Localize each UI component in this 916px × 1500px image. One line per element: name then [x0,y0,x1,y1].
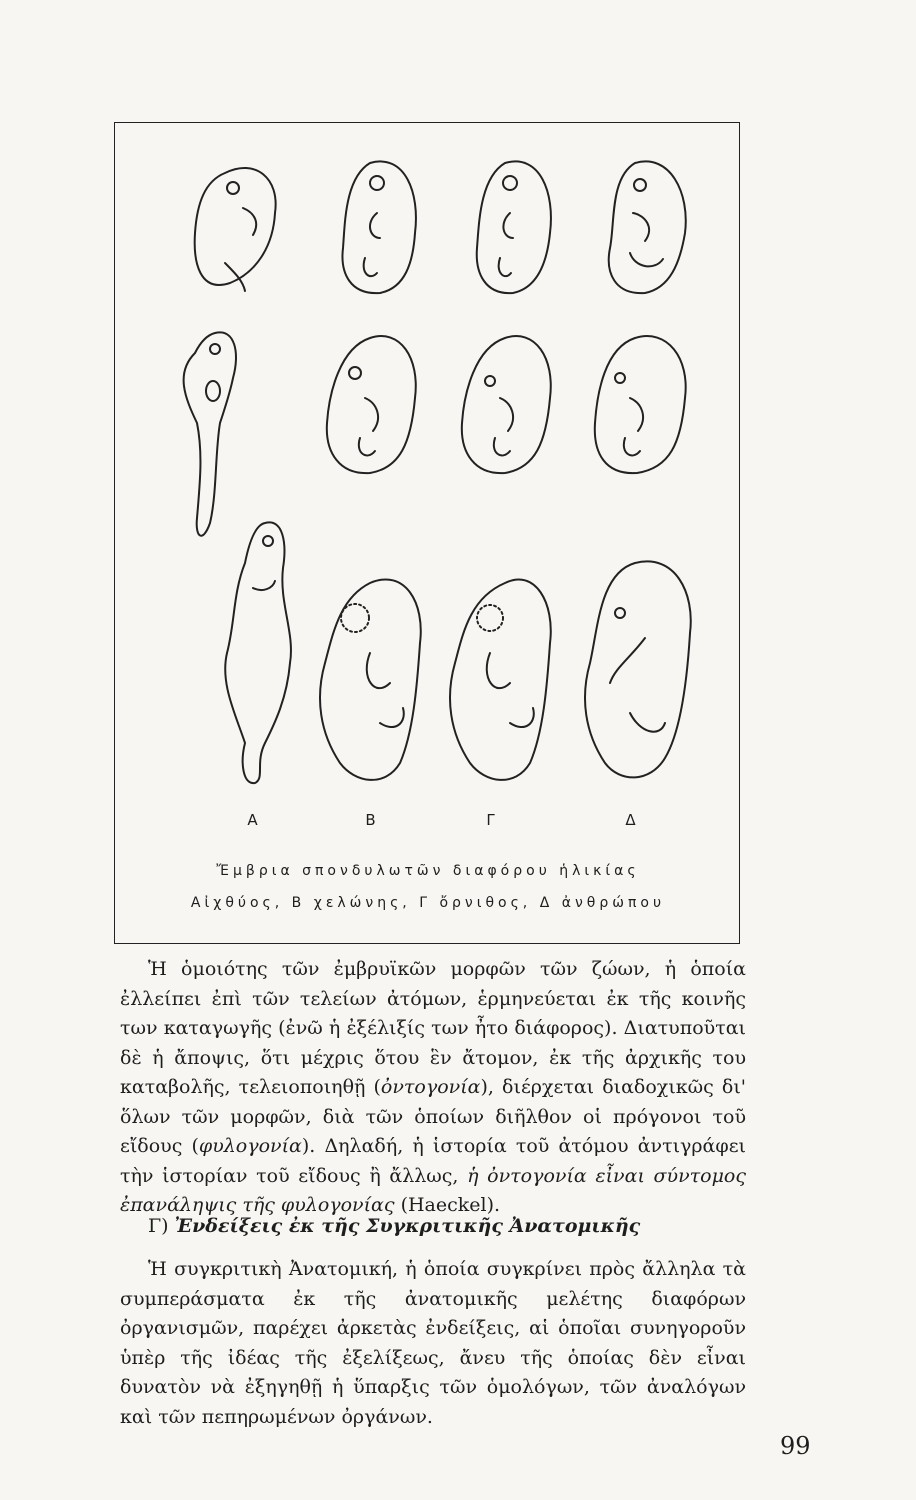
paragraph-text: ). Δηλαδή, ἡ ἱστορία τοῦ ἀτόμου ἀντιγράφει τὴν ἱστορίαν τοῦ εἴδους ἢ ἄλλως, [120,1135,746,1187]
term-ontogeny: ὀντογονία [380,1076,481,1098]
embryo-row-3 [225,522,691,783]
paragraph-comparative-anatomy [120,1255,746,1432]
section-title: Ἐνδείξεις ἐκ τῆς Συγκριτικῆς Ἀνατομικῆς [174,1215,641,1237]
paragraph-ontogeny [120,955,746,1221]
section-heading [120,1212,746,1240]
embryo-row-1 [195,161,686,293]
paragraph-text: (Haeckel). [394,1194,501,1216]
column-letter-a: Α [247,811,259,829]
column-letter-c: Γ [486,811,496,829]
column-letter-b: Β [365,811,377,829]
paragraph-text: Ἡ ὁμοιότης τῶν ἐμβρυϊκῶν μορφῶν τῶν ζώων, ἡ ὁποία ἐλλείπει ἐπὶ τῶν τελείων ἀτόμων, ἑρμηνεύεται ἐκ τῆς κοινῆς των καταγωγῆς (ἐνῶ ἡ ἐξέλιξίς των ἦτο διάφορος). Διατυποῦται δὲ ἡ ἄποψις, ὅτι μέχρις ὅτου ἓν ἄτομον, ἐκ τῆς ἀρχικῆς του καταβολῆς, τελειοποιηθῇ ( [120,958,746,1098]
embryo-row-2 [184,332,686,535]
column-letter-d: Δ [625,811,637,829]
term-phylogeny: φυλογονία [198,1135,302,1157]
paragraph-text: Ἡ συγκριτικὴ Ἀνατομική, ἡ ὁποία συγκρίνει πρὸς ἄλληλα τὰ συμπεράσματα ἐκ τῆς ἀνατομικῆς μελέτης διαφόρων ὀργανισμῶν, παρέχει ἀρκετὰς ἐνδείξεις, αἱ ὁποῖαι συνηγοροῦν ὑπὲρ τῆς ἰδέας τῆς ἐξελίξεως, ἄνευ τῆς ὁποίας δὲν εἶναι δυνατὸν νὰ ἐξηγηθῇ ἡ ὕπαρξις τῶν ὁμολόγων, τῶν ἀναλόγων καὶ τῶν πεπηρωμένων ὀργάνων. [120,1258,746,1428]
embryo-figure [114,122,740,944]
figure-caption-line-2: Αἰχθύος, Β χελώνης, Γ ὄρνιθος, Δ ἀνθρώπου [190,895,666,911]
paragraph-text: ), διέρχεται διαδοχικῶς δι' ὅλων τῶν μορφῶν, διὰ τῶν ὁποίων διῆλθον οἱ πρόγονοι τοῦ εἴδους ( [120,1076,746,1157]
haeckel-quote: ἡ ὀντογονία εἶναι σύντομος ἐπανάληψις τῆς φυλογονίας [120,1164,747,1216]
figure-caption-line-1: Ἔμβρια σπονδυλωτῶν διαφόρου ἡλικίας [216,863,640,879]
page-number: 99 [780,1432,811,1460]
section-label: Γ) [148,1215,169,1237]
